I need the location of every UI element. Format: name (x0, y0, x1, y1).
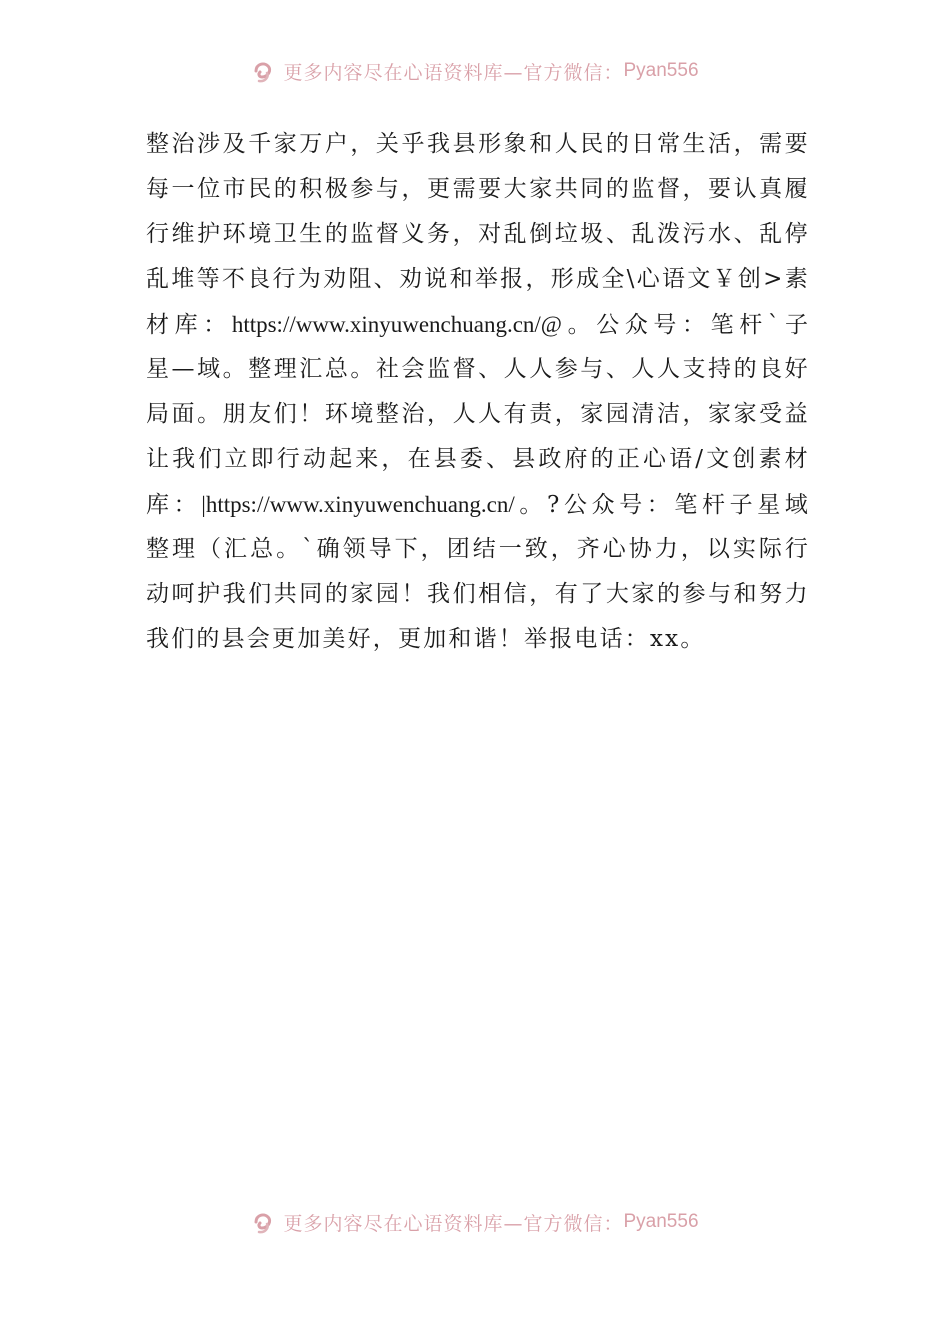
text-segment: 。 (519, 492, 543, 518)
text-segment: 材 (146, 312, 169, 338)
text-segment: 动 (302, 446, 326, 472)
text-segment: 领 (342, 536, 366, 562)
text-segment: 家 (631, 581, 655, 607)
text-segment: 众 (591, 492, 615, 518)
text-segment: 材 (784, 446, 808, 472)
text-segment: 即 (250, 446, 274, 472)
text-segment: 督 (452, 356, 476, 382)
paragraph-line (146, 347, 808, 392)
text-segment: 号 (619, 492, 643, 518)
text-segment: 园 (605, 401, 629, 427)
text-segment: 与 (375, 176, 399, 202)
text-segment: 极 (324, 176, 348, 202)
text-segment: 劝 (398, 266, 422, 292)
text-segment: 要 (708, 176, 732, 202)
text-segment: 人 (478, 401, 502, 427)
text-segment: 更 (427, 176, 451, 202)
text-segment: 整 (375, 401, 399, 427)
text-segment: 家 (708, 401, 732, 427)
text-segment: ！ (401, 581, 425, 607)
text-segment: 整 (146, 131, 169, 157)
text-segment: 域 (197, 356, 221, 382)
text-segment: 境 (248, 221, 272, 247)
text-segment: 参 (682, 581, 706, 607)
footer-watermark (0, 1207, 950, 1237)
text-segment: 我 (222, 581, 246, 607)
text-segment: 整 (248, 356, 272, 382)
text-segment: 社 (375, 356, 399, 382)
text-segment: 库 (174, 312, 198, 338)
text-segment: 汇 (224, 536, 248, 562)
text-segment: 呵 (171, 581, 195, 607)
text-segment: 的 (273, 176, 297, 202)
text-segment: 监 (427, 356, 451, 382)
text-segment: 对 (478, 221, 502, 247)
text-segment: 人 (554, 131, 578, 157)
text-segment: 星 (146, 356, 169, 382)
text-segment: 益 (784, 401, 808, 427)
text-segment: 们 (452, 581, 476, 607)
text-segment: 理 (172, 536, 196, 562)
text-segment: 朋 (222, 401, 246, 427)
text-segment: 整 (146, 536, 169, 562)
text-segment: ： (173, 492, 197, 518)
text-segment: 总 (324, 356, 348, 382)
text-segment: 的 (733, 356, 757, 382)
text-segment: 民 (248, 176, 272, 202)
text-segment: 全 (601, 266, 625, 292)
text-segment: 的 (656, 581, 680, 607)
text-segment: 努 (759, 581, 783, 607)
text-segment: 力 (784, 581, 808, 607)
text-segment: 的 (605, 131, 629, 157)
text-segment: 报 (500, 266, 524, 292)
text-segment: 让 (146, 446, 169, 472)
text-segment: 会 (401, 356, 425, 382)
text-segment: ， (733, 131, 757, 157)
text-segment: 参 (554, 356, 578, 382)
text-segment: 心 (642, 446, 666, 472)
text-segment: 素 (784, 266, 808, 292)
text-segment: 库 (146, 492, 169, 518)
text-segment: 、 (605, 221, 629, 247)
text-segment: 共 (273, 581, 297, 607)
text-segment: 为 (297, 266, 321, 292)
text-segment: ： (203, 312, 227, 338)
text-segment: 以 (706, 536, 730, 562)
text-segment: \ (626, 266, 635, 292)
text-segment: 监 (631, 176, 655, 202)
text-segment: （ (198, 536, 222, 562)
text-segment: 力 (654, 536, 678, 562)
paragraph (146, 122, 808, 617)
text-segment: 语 (661, 266, 685, 292)
text-segment: 局 (146, 401, 169, 427)
text-segment: 家 (580, 401, 604, 427)
text-segment: 督 (375, 221, 399, 247)
text-segment: 文 (687, 266, 711, 292)
watermark-handle: Pyan556 (623, 60, 699, 81)
text-segment: 形 (550, 266, 574, 292)
text-segment: 每 (146, 176, 169, 202)
text-segment: 正 (616, 446, 640, 472)
text-segment: 人 (529, 356, 553, 382)
text-segment: 。 (350, 356, 374, 382)
text-segment: 生 (299, 221, 323, 247)
text-segment: 杆 (739, 312, 763, 338)
watermark-handle: Pyan556 (623, 1211, 699, 1232)
text-segment: 信 (503, 581, 527, 607)
text-segment: 及 (222, 131, 246, 157)
text-segment: 了 (580, 581, 604, 607)
text-segment: https://www.xinyuwenchuang.cn/@ (231, 312, 562, 337)
text-segment: 积 (299, 176, 323, 202)
text-segment: 素 (758, 446, 782, 472)
text-segment: 乱 (503, 221, 527, 247)
text-segment: 认 (733, 176, 757, 202)
text-segment: 活 (708, 131, 732, 157)
text-segment: 我 (427, 581, 451, 607)
text-segment: 域 (784, 492, 808, 518)
text-segment: 圾 (580, 221, 604, 247)
text-segment: 同 (580, 176, 604, 202)
text-segment: 良 (759, 356, 783, 382)
text-segment: 监 (350, 221, 374, 247)
text-segment: 。 (197, 401, 221, 427)
text-segment: 县 (452, 131, 476, 157)
text-segment: 、 (605, 356, 629, 382)
text-segment: 文 (706, 446, 730, 472)
text-segment: 垃 (554, 221, 578, 247)
text-segment: 协 (628, 536, 652, 562)
text-segment: 际 (758, 536, 782, 562)
text-segment: 家 (273, 131, 297, 157)
paragraph-line (146, 392, 808, 437)
text-segment: 人 (656, 356, 680, 382)
text-segment: 环 (324, 401, 348, 427)
text-segment: ， (350, 131, 374, 157)
text-segment: 园 (375, 581, 399, 607)
text-segment: ， (427, 401, 451, 427)
text-segment: 下 (394, 536, 418, 562)
text-segment: 众 (624, 312, 648, 338)
text-segment: ， (550, 536, 574, 562)
text-segment: 清 (631, 401, 655, 427)
text-segment: ： (682, 312, 706, 338)
text-segment: 参 (350, 176, 374, 202)
text-segment: 等 (196, 266, 220, 292)
text-segment: 市 (222, 176, 246, 202)
text-segment: 督 (656, 176, 680, 202)
text-segment: 理 (273, 356, 297, 382)
text-segment: > (763, 266, 783, 292)
text-segment: 公 (563, 492, 587, 518)
text-segment: 行 (276, 446, 300, 472)
text-segment: 行 (784, 536, 808, 562)
text-segment: 治 (401, 401, 425, 427)
text-segment: 环 (222, 221, 246, 247)
text-segment: 家 (350, 581, 374, 607)
text-segment: 杆 (702, 492, 726, 518)
text-segment: 关 (375, 131, 399, 157)
text-segment: 生 (682, 131, 706, 157)
text-segment: 同 (299, 581, 323, 607)
text-segment: 义 (401, 221, 425, 247)
text-segment: ， (682, 176, 706, 202)
text-segment: 位 (197, 176, 221, 202)
text-segment: 卫 (273, 221, 297, 247)
text-segment: 水 (708, 221, 732, 247)
text-segment: ￥ (712, 266, 736, 292)
text-segment: 有 (554, 581, 578, 607)
text-segment: 结 (472, 536, 496, 562)
text-segment: 乱 (146, 266, 169, 292)
text-segment: 府 (564, 446, 588, 472)
text-segment: 、 (733, 221, 757, 247)
text-segment: 在 (407, 446, 431, 472)
text-segment: 友 (248, 401, 272, 427)
text-segment: 县 (433, 446, 457, 472)
text-segment: 举 (474, 266, 498, 292)
text-segment: 人 (631, 356, 655, 382)
watermark-text: 更多内容尽在心语资料库—官方微信： (283, 61, 624, 84)
text-segment: 和 (449, 266, 473, 292)
text-segment: 堆 (171, 266, 195, 292)
text-segment: 倒 (529, 221, 553, 247)
paragraph-line (146, 437, 808, 482)
text-segment: 、 (373, 266, 397, 292)
text-segment: 汇 (299, 356, 323, 382)
text-segment: 护 (197, 581, 221, 607)
text-segment: 县 (512, 446, 536, 472)
text-segment: 星 (757, 492, 781, 518)
watermark-logo-icon (251, 1209, 277, 1235)
text-segment: 涉 (197, 131, 221, 157)
text-segment: 家 (529, 176, 553, 202)
text-segment: 起 (329, 446, 353, 472)
text-segment: ， (452, 221, 476, 247)
text-segment: 我 (172, 446, 196, 472)
text-segment: 大 (605, 581, 629, 607)
text-segment: 护 (197, 221, 221, 247)
text-segment: 支 (682, 356, 706, 382)
text-segment: 象 (503, 131, 527, 157)
text-segment: 日 (631, 131, 655, 157)
text-segment: 子 (784, 312, 808, 338)
text-segment: 停 (784, 221, 808, 247)
text-segment: 齐 (576, 536, 600, 562)
text-segment: ， (680, 536, 704, 562)
text-segment: 。 (567, 312, 591, 338)
text-segment: 洁 (656, 401, 680, 427)
text-segment: 创 (732, 446, 756, 472)
text-segment: 确 (316, 536, 340, 562)
text-segment: 笔 (674, 492, 698, 518)
text-segment: 和 (733, 581, 757, 607)
text-segment: 需 (759, 131, 783, 157)
paragraph-line (146, 572, 808, 617)
text-segment: 治 (171, 131, 195, 157)
text-segment: 履 (784, 176, 808, 202)
text-segment: 好 (784, 356, 808, 382)
text-segment: ， (525, 266, 549, 292)
paragraph-line (146, 302, 808, 347)
text-segment: 需 (452, 176, 476, 202)
text-segment: 污 (682, 221, 706, 247)
text-segment: 致 (524, 536, 548, 562)
text-segment: ： (646, 492, 670, 518)
text-segment: 导 (368, 536, 392, 562)
text-segment: 、 (486, 446, 510, 472)
text-segment: 们 (248, 581, 272, 607)
paragraph-last-line: 我们的县会更加美好，更加和谐！举报电话：xx。 (146, 626, 706, 652)
text-segment: 成 (576, 266, 600, 292)
header-watermark (0, 56, 950, 86)
text-segment: 境 (350, 401, 374, 427)
text-segment: 持 (708, 356, 732, 382)
text-segment: 行 (146, 221, 169, 247)
text-segment: 阻 (348, 266, 372, 292)
text-segment: 们 (273, 401, 297, 427)
text-segment: 政 (538, 446, 562, 472)
text-segment: 户 (324, 131, 348, 157)
text-segment: ` (302, 536, 314, 562)
text-segment: 总 (250, 536, 274, 562)
text-segment: 的 (605, 176, 629, 202)
text-segment: 乎 (401, 131, 425, 157)
text-segment: 受 (759, 401, 783, 427)
text-segment: ， (401, 176, 425, 202)
text-segment: 人 (503, 356, 527, 382)
text-segment: 万 (299, 131, 323, 157)
text-segment: 子 (729, 492, 753, 518)
text-segment: 语 (669, 446, 693, 472)
text-segment: ， (529, 581, 553, 607)
text-segment: 说 (424, 266, 448, 292)
text-segment: 维 (171, 221, 195, 247)
text-segment: 面 (171, 401, 195, 427)
text-segment: 共 (554, 176, 578, 202)
text-segment: 常 (656, 131, 680, 157)
text-segment: 。 (222, 356, 246, 382)
text-segment: 与 (580, 356, 604, 382)
text-segment: 千 (248, 131, 272, 157)
text-segment: 真 (759, 176, 783, 202)
text-segment: 良 (247, 266, 271, 292)
text-segment: 家 (733, 401, 757, 427)
watermark-text: 更多内容尽在心语资料库—官方微信： (283, 1212, 624, 1235)
text-segment: 创 (737, 266, 761, 292)
text-segment: ， (381, 446, 405, 472)
text-segment: 责 (529, 401, 553, 427)
text-segment: 与 (708, 581, 732, 607)
text-segment: 号 (653, 312, 677, 338)
paragraph-line (146, 527, 808, 572)
text-segment: 的 (590, 446, 614, 472)
text-segment: ， (554, 401, 578, 427)
text-segment: 行 (272, 266, 296, 292)
text-segment: 和 (529, 131, 553, 157)
text-segment: 心 (636, 266, 660, 292)
paragraph-line (146, 257, 808, 302)
text-segment: 的 (324, 581, 348, 607)
watermark-logo-icon (251, 58, 277, 84)
text-segment: 。 (276, 536, 300, 562)
text-segment: 劝 (323, 266, 347, 292)
text-segment: 委 (459, 446, 483, 472)
text-segment: 立 (224, 446, 248, 472)
paragraph-line (146, 122, 808, 167)
text-segment: 来 (355, 446, 379, 472)
paragraph-line (146, 482, 808, 527)
text-segment: 大 (503, 176, 527, 202)
text-segment: 要 (478, 176, 502, 202)
text-segment: 人 (452, 401, 476, 427)
text-segment: 民 (580, 131, 604, 157)
paragraph-line (146, 167, 808, 212)
text-segment: 心 (602, 536, 626, 562)
text-segment: 公 (596, 312, 620, 338)
text-segment: 团 (446, 536, 470, 562)
text-segment: 一 (171, 176, 195, 202)
text-segment: 乱 (631, 221, 655, 247)
text-segment: 我 (427, 131, 451, 157)
text-segment: / (695, 446, 704, 472)
text-segment: 泼 (656, 221, 680, 247)
text-segment: 的 (324, 221, 348, 247)
paragraph-line (146, 212, 808, 257)
text-segment: — (171, 356, 195, 382)
text-segment: ， (420, 536, 444, 562)
text-segment: 们 (198, 446, 222, 472)
text-segment: 要 (784, 131, 808, 157)
text-segment: |https://www.xinyuwenchuang.cn/ (201, 492, 515, 517)
text-segment: 笔 (710, 312, 734, 338)
text-segment: ， (682, 401, 706, 427)
document-body (146, 122, 808, 662)
text-segment: 、 (478, 356, 502, 382)
text-segment: 不 (221, 266, 245, 292)
text-segment: 相 (478, 581, 502, 607)
text-segment: 一 (498, 536, 522, 562)
text-segment: ` (767, 312, 780, 338)
text-segment: 动 (146, 581, 169, 607)
text-segment: 形 (478, 131, 502, 157)
text-segment: 有 (503, 401, 527, 427)
text-segment: ！ (299, 401, 323, 427)
text-segment: ? (547, 492, 560, 518)
text-segment: 务 (427, 221, 451, 247)
text-segment: 乱 (759, 221, 783, 247)
text-segment: 实 (732, 536, 756, 562)
